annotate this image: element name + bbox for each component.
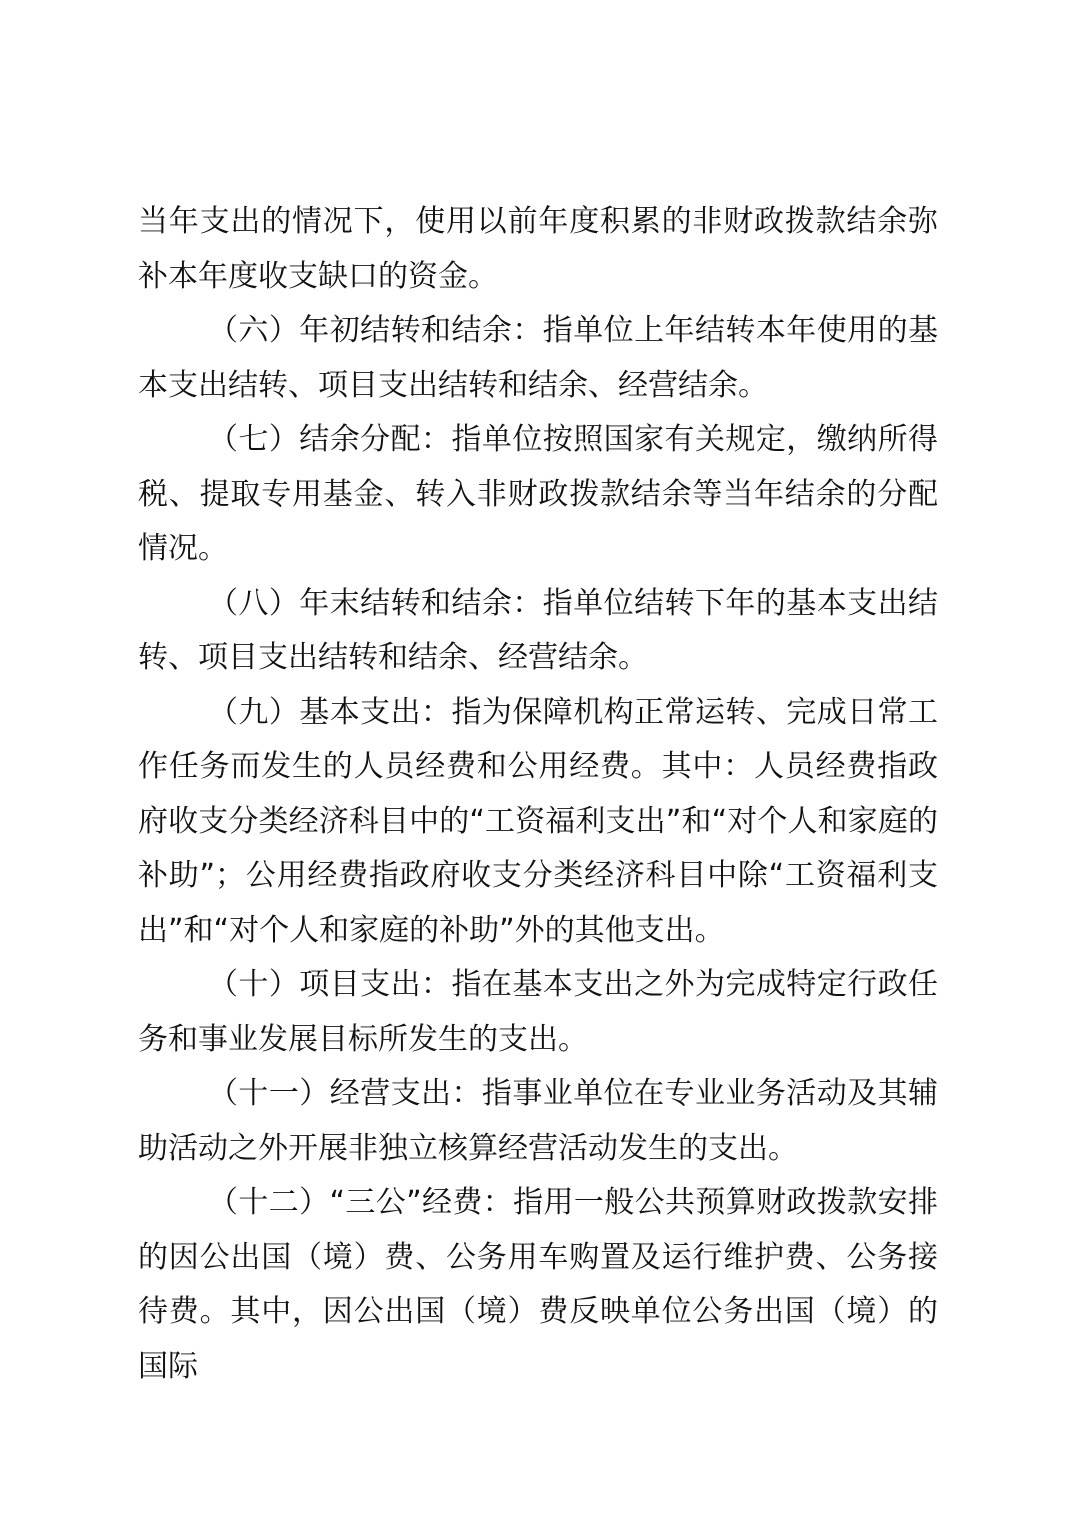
paragraph-item-7: （七）结余分配：指单位按照国家有关规定，缴纳所得税、提取专用基金、转入非财政拨款结余等当年结余的分配情况。 (138, 422, 938, 566)
paragraph-item-8: （八）年末结转和结余：指单位结转下年的基本支出结转、项目支出结转和结余、经营结余。 (138, 585, 938, 675)
paragraph-continuation: 当年支出的情况下，使用以前年度积累的非财政拨款结余弥补本年度收支缺口的资金。 (138, 204, 938, 294)
document-body (138, 195, 938, 1394)
paragraph-item-12: （十二）“三公”经费：指用一般公共预算财政拨款安排的因公出国（境）费、公务用车购置及运行维护费、公务接待费。其中，因公出国（境）费反映单位公务出国（境）的国际 (138, 1185, 938, 1384)
paragraph-item-11: （十一）经营支出：指事业单位在专业业务活动及其辅助活动之外开展非独立核算经营活动发生的支出。 (138, 1076, 938, 1166)
paragraph-item-6: （六）年初结转和结余：指单位上年结转本年使用的基本支出结转、项目支出结转和结余、经营结余。 (138, 313, 938, 403)
paragraph-item-10: （十）项目支出：指在基本支出之外为完成特定行政任务和事业发展目标所发生的支出。 (138, 967, 938, 1057)
paragraph-item-9: （九）基本支出：指为保障机构正常运转、完成日常工作任务而发生的人员经费和公用经费。其中：人员经费指政府收支分类经济科目中的“工资福利支出”和“对个人和家庭的补助”；公用经费指政府收支分类经济科目中除“工资福利支出”和“对个人和家庭的补助”外的其他支出。 (138, 694, 938, 948)
